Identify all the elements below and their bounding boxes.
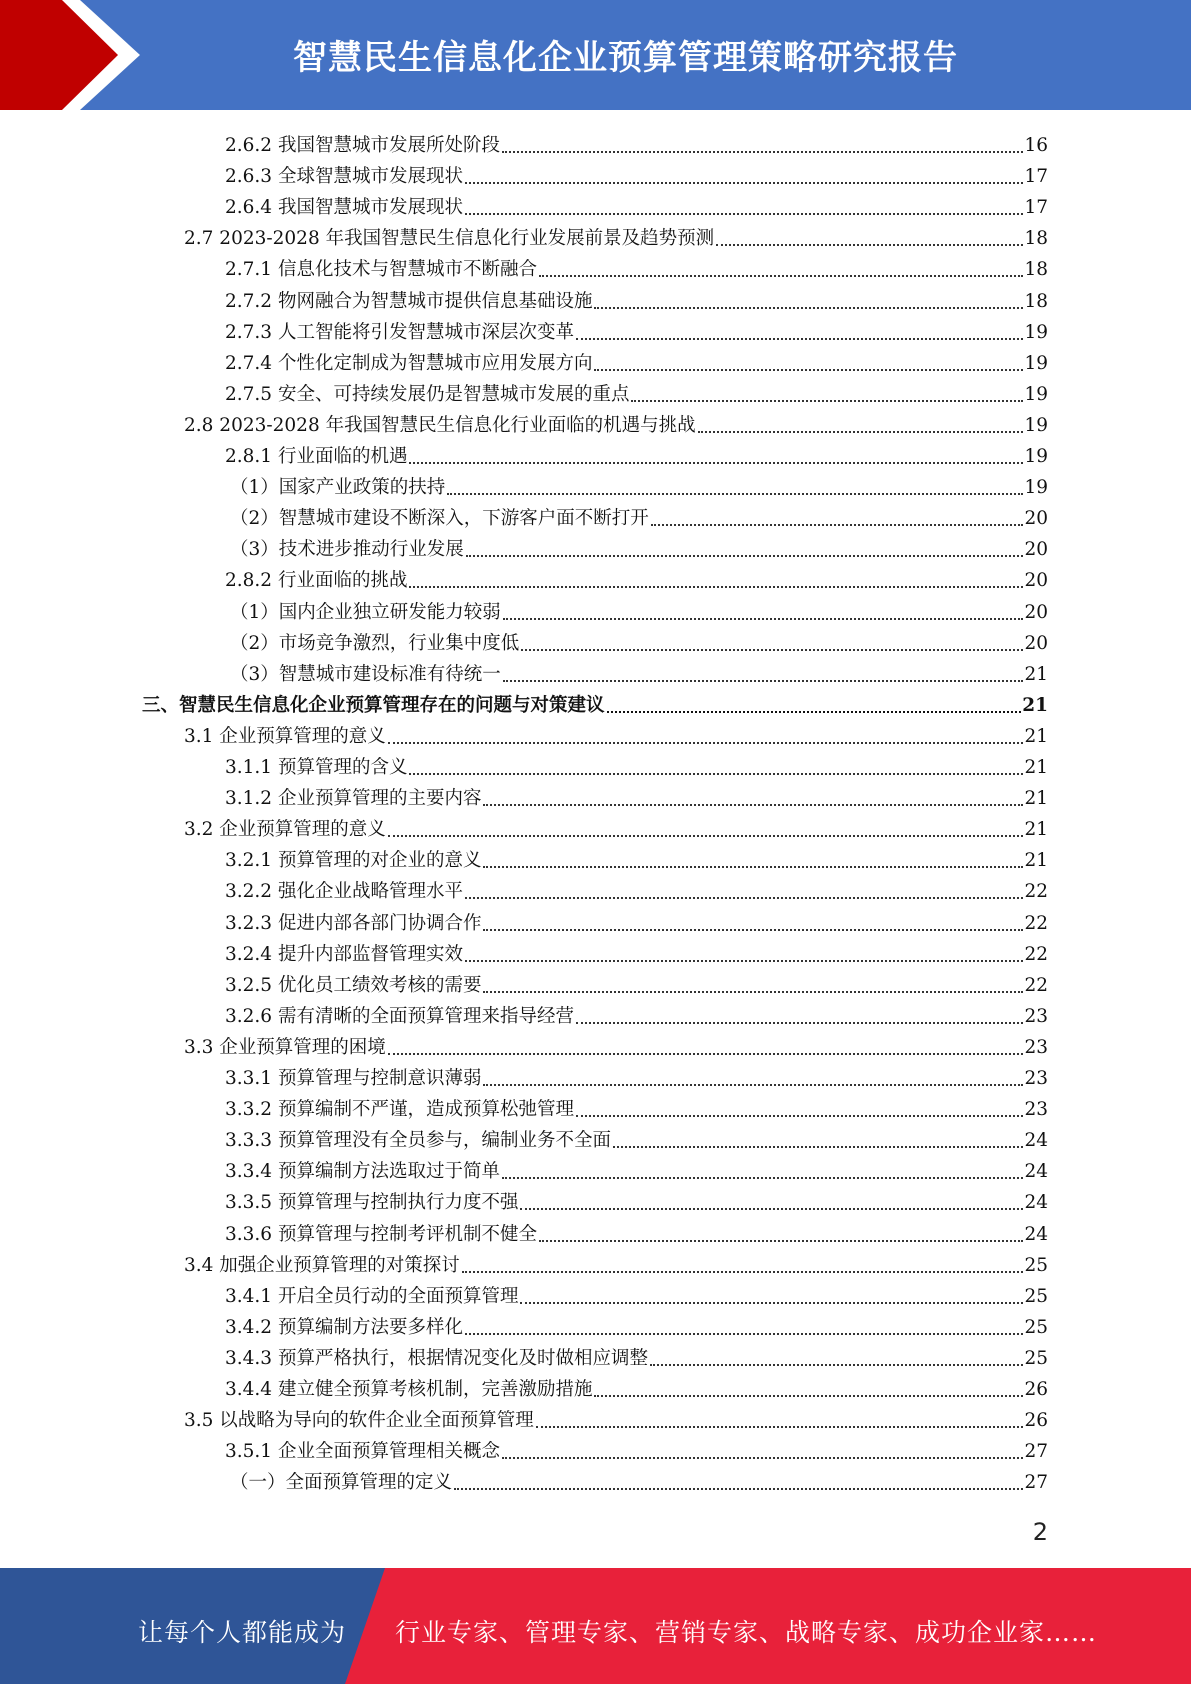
toc-entry-page: 19 xyxy=(1024,352,1048,374)
toc-entry-page: 20 xyxy=(1024,539,1048,561)
toc-entry-page: 25 xyxy=(1024,1316,1048,1338)
toc-entry-page: 17 xyxy=(1024,166,1048,188)
toc-entry[interactable] xyxy=(225,905,1048,936)
toc-entry-page: 22 xyxy=(1024,974,1048,996)
toc-entry-label: 3.2.6 需有清晰的全面预算管理来指导经营 xyxy=(225,1005,574,1027)
toc-leader-dots xyxy=(520,1302,1023,1304)
toc-leader-dots xyxy=(388,742,1024,744)
toc-leader-dots xyxy=(651,524,1024,526)
toc-leader-dots xyxy=(536,1426,1024,1428)
toc-entry-page: 19 xyxy=(1024,446,1048,467)
toc-entry[interactable] xyxy=(225,438,1048,469)
toc-entry-label: 3.3.2 预算编制不严谨，造成预算松弛管理 xyxy=(225,1099,574,1121)
toc-leader-dots xyxy=(607,711,1022,713)
toc-entry-page: 19 xyxy=(1024,477,1048,499)
toc-leader-dots xyxy=(716,244,1023,246)
toc-leader-dots xyxy=(483,991,1023,993)
toc-entry[interactable] xyxy=(225,1216,1048,1247)
toc-entry-label: （2）智慧城市建设不断深入，下游客户面不断打开 xyxy=(230,508,649,530)
toc-entry[interactable] xyxy=(225,1340,1048,1371)
toc-entry[interactable] xyxy=(225,1091,1048,1122)
toc-entry-page: 21 xyxy=(1024,663,1048,685)
toc-leader-dots xyxy=(613,1146,1023,1148)
toc-entry-label: 2.7.2 物网融合为智慧城市提供信息基础设施 xyxy=(225,290,593,312)
toc-entry-page: 21 xyxy=(1024,819,1048,841)
toc-entry-label: 3.3.4 预算编制方法选取过于简单 xyxy=(225,1161,500,1183)
toc-leader-dots xyxy=(465,960,1023,962)
toc-entry-label: 2.7.1 信息化技术与智慧城市不断融合 xyxy=(225,259,537,281)
toc-entry-label: 3.3.6 预算管理与控制考评机制不健全 xyxy=(225,1223,537,1245)
toc-entry-label: 2.7.3 人工智能将引发智慧城市深层次变革 xyxy=(225,321,574,343)
toc-leader-dots xyxy=(576,1022,1023,1024)
toc-entry-label: 3.4.1 开启全员行动的全面预算管理 xyxy=(225,1285,519,1307)
toc-leader-dots xyxy=(454,1488,1023,1490)
toc-leader-dots xyxy=(594,307,1023,309)
toc-entry[interactable] xyxy=(225,345,1048,376)
toc-entry-page: 18 xyxy=(1024,259,1048,281)
toc-leader-dots xyxy=(502,1457,1023,1459)
toc-entry-label: 3.4.3 预算严格执行，根据情况变化及时做相应调整 xyxy=(225,1347,648,1369)
toc-entry[interactable] xyxy=(225,376,1048,407)
toc-entry-page: 25 xyxy=(1024,1347,1048,1369)
toc-leader-dots xyxy=(465,213,1023,215)
toc-entry[interactable] xyxy=(225,562,1048,593)
toc-leader-dots xyxy=(388,1053,1024,1055)
toc-entry[interactable] xyxy=(225,1278,1048,1309)
toc-leader-dots xyxy=(576,338,1023,340)
toc-entry[interactable] xyxy=(184,407,1048,438)
toc-entry[interactable] xyxy=(225,780,1048,811)
footer-slogan-left: 让每个人都能成为 xyxy=(138,1618,347,1647)
toc-leader-dots xyxy=(503,680,1024,682)
toc-entry-label: （2）市场竞争激烈，行业集中度低 xyxy=(230,632,520,654)
toc-entry-page: 21 xyxy=(1022,694,1048,716)
toc-entry-page: 27 xyxy=(1024,1472,1048,1494)
toc-entry-page: 24 xyxy=(1024,1130,1048,1152)
toc-leader-dots xyxy=(447,493,1023,495)
toc-entry-label: 2.8.1 行业面临的机遇 xyxy=(225,446,408,467)
toc-entry-page: 16 xyxy=(1024,135,1048,156)
toc-leader-dots xyxy=(539,275,1023,277)
toc-leader-dots xyxy=(465,897,1023,899)
toc-entry[interactable] xyxy=(225,1153,1048,1184)
toc-entry-page: 19 xyxy=(1024,321,1048,343)
toc-entry-label: 3.2.3 促进内部各部门协调合作 xyxy=(225,912,482,934)
toc-leader-dots xyxy=(409,462,1023,464)
toc-entry-label: 3.3 企业预算管理的困境 xyxy=(184,1036,386,1058)
toc-leader-dots xyxy=(483,804,1023,806)
toc-entry-label: （1）国家产业政策的扶持 xyxy=(230,477,446,499)
toc-leader-dots xyxy=(483,929,1023,931)
toc-entry[interactable] xyxy=(225,998,1048,1029)
toc-entry-page: 20 xyxy=(1024,570,1048,592)
toc-entry-label: 2.7 2023-2028 年我国智慧民生信息化行业发展前景及趋势预测 xyxy=(184,228,715,250)
toc-entry[interactable] xyxy=(225,1433,1048,1464)
toc-entry-page: 19 xyxy=(1024,414,1048,436)
toc-leader-dots xyxy=(502,151,1023,153)
toc-entry[interactable] xyxy=(230,594,1048,625)
toc-entry-page: 23 xyxy=(1024,1068,1048,1089)
toc-entry[interactable] xyxy=(184,811,1048,842)
toc-entry[interactable] xyxy=(230,531,1048,562)
toc-entry-page: 26 xyxy=(1024,1410,1048,1432)
toc-leader-dots xyxy=(462,1271,1024,1273)
toc-leader-dots xyxy=(409,773,1023,775)
toc-entry-page: 24 xyxy=(1024,1192,1048,1214)
toc-entry-page: 22 xyxy=(1024,912,1048,934)
toc-entry[interactable] xyxy=(230,656,1048,687)
toc-entry-label: （3）智慧城市建设标准有待统一 xyxy=(230,663,501,685)
toc-entry[interactable] xyxy=(230,1464,1048,1495)
toc-entry-page: 18 xyxy=(1024,290,1048,312)
toc-entry[interactable] xyxy=(225,1184,1048,1215)
toc-entry-label: 3.2.2 强化企业战略管理水平 xyxy=(225,881,463,903)
toc-entry-page: 24 xyxy=(1024,1161,1048,1183)
toc-entry-label: （一）全面预算管理的定义 xyxy=(230,1472,453,1494)
toc-leader-dots xyxy=(576,1115,1023,1117)
toc-entry-page: 23 xyxy=(1024,1036,1048,1058)
toc-entry[interactable] xyxy=(142,687,1048,718)
toc-entry[interactable] xyxy=(225,873,1048,904)
toc-leader-dots xyxy=(521,649,1023,651)
toc-entry-label: 3.2 企业预算管理的意义 xyxy=(184,819,386,841)
toc-entry-label: 2.6.4 我国智慧城市发展现状 xyxy=(225,197,463,219)
toc-entry-label: 2.8 2023-2028 年我国智慧民生信息化行业面临的机遇与挑战 xyxy=(184,414,696,436)
toc-entry-label: 3.2.4 提升内部监督管理实效 xyxy=(225,943,463,965)
toc-leader-dots xyxy=(465,1333,1023,1335)
toc-entry-page: 27 xyxy=(1024,1441,1048,1463)
toc-leader-dots xyxy=(503,618,1024,620)
toc-leader-dots xyxy=(388,835,1024,837)
toc-entry-label: 3.5.1 企业全面预算管理相关概念 xyxy=(225,1441,500,1463)
toc-entry-page: 22 xyxy=(1024,881,1048,903)
toc-entry-label: 3.2.1 预算管理的对企业的意义 xyxy=(225,850,482,872)
toc-leader-dots xyxy=(483,866,1023,868)
toc-entry[interactable] xyxy=(225,251,1048,282)
toc-entry[interactable] xyxy=(230,500,1048,531)
toc-entry[interactable] xyxy=(225,1309,1048,1340)
toc-entry-page: 17 xyxy=(1024,197,1048,219)
toc-entry-page: 25 xyxy=(1024,1254,1048,1276)
toc-entry[interactable] xyxy=(230,625,1048,656)
toc-entry-label: （3）技术进步推动行业发展 xyxy=(230,539,464,561)
toc-entry-label: 2.7.4 个性化定制成为智慧城市应用发展方向 xyxy=(225,352,593,374)
toc-entry-page: 25 xyxy=(1024,1285,1048,1307)
toc-entry[interactable] xyxy=(230,469,1048,500)
toc-entry-label: 3.4.2 预算编制方法要多样化 xyxy=(225,1316,463,1338)
toc-leader-dots xyxy=(539,1240,1023,1242)
toc-entry-label: 2.6.2 我国智慧城市发展所处阶段 xyxy=(225,135,500,156)
toc-entry-page: 19 xyxy=(1024,383,1048,405)
toc-entry-label: 3.3.3 预算管理没有全员参与，编制业务不全面 xyxy=(225,1130,611,1152)
toc-leader-dots xyxy=(594,1395,1023,1397)
toc-entry-page: 24 xyxy=(1024,1223,1048,1245)
toc-entry-label: 3.5 以战略为导向的软件企业全面预算管理 xyxy=(184,1410,534,1432)
toc-entry-page: 21 xyxy=(1024,757,1048,778)
toc-entry-page: 18 xyxy=(1024,228,1048,250)
toc-entry[interactable] xyxy=(225,1371,1048,1402)
toc-entry-page: 26 xyxy=(1024,1379,1048,1400)
toc-entry[interactable] xyxy=(184,718,1048,749)
toc-leader-dots xyxy=(502,1177,1023,1179)
toc-entry[interactable] xyxy=(225,842,1048,873)
toc-entry-label: 3.2.5 优化员工绩效考核的需要 xyxy=(225,974,482,996)
toc-leader-dots xyxy=(650,1364,1023,1366)
page-footer xyxy=(0,1568,1191,1684)
toc-entry-page: 20 xyxy=(1024,601,1048,623)
toc-entry-label: 3.1.2 企业预算管理的主要内容 xyxy=(225,788,482,810)
toc-entry-label: 2.6.3 全球智慧城市发展现状 xyxy=(225,166,463,188)
toc-entry[interactable] xyxy=(225,936,1048,967)
toc-entry[interactable] xyxy=(225,283,1048,314)
toc-entry-label: 3.1.1 预算管理的含义 xyxy=(225,757,408,778)
toc-entry-label: 2.8.2 行业面临的挑战 xyxy=(225,570,408,592)
toc-entry-label: 3.1 企业预算管理的意义 xyxy=(184,725,386,747)
toc-leader-dots xyxy=(465,182,1023,184)
toc-leader-dots xyxy=(698,431,1024,433)
toc-entry-label: 3.4.4 建立健全预算考核机制，完善激励措施 xyxy=(225,1379,593,1400)
toc-entry-page: 22 xyxy=(1024,943,1048,965)
toc-entry-page: 23 xyxy=(1024,1005,1048,1027)
toc-entry-label: 3.4 加强企业预算管理的对策探讨 xyxy=(184,1254,460,1276)
page-header xyxy=(0,0,1191,110)
toc-entry-page: 21 xyxy=(1024,850,1048,872)
toc-entry-page: 23 xyxy=(1024,1099,1048,1121)
toc-entry[interactable] xyxy=(184,220,1048,251)
toc-leader-dots xyxy=(409,586,1023,588)
toc-leader-dots xyxy=(594,369,1023,371)
toc-entry-page: 21 xyxy=(1024,725,1048,747)
report-title: 智慧民生信息化企业预算管理策略研究报告 xyxy=(293,38,958,78)
toc-entry[interactable] xyxy=(225,158,1048,189)
toc-entry[interactable] xyxy=(225,1122,1048,1153)
footer-slogan-right: 行业专家、管理专家、营销专家、战略专家、成功企业家…… xyxy=(395,1618,1098,1647)
toc-entry[interactable] xyxy=(225,749,1048,780)
toc-entry-label: 3.3.1 预算管理与控制意识薄弱 xyxy=(225,1068,482,1089)
toc-entry-page: 20 xyxy=(1024,632,1048,654)
toc-leader-dots xyxy=(520,1208,1023,1210)
toc-entry-label: （1）国内企业独立研发能力较弱 xyxy=(230,601,501,623)
toc-entry[interactable] xyxy=(184,1029,1048,1060)
toc-entry[interactable] xyxy=(225,127,1048,158)
toc-entry[interactable] xyxy=(184,1402,1048,1433)
toc-entry-page: 21 xyxy=(1024,788,1048,810)
toc-entry[interactable] xyxy=(225,1060,1048,1091)
page-number: 2 xyxy=(1032,1518,1048,1546)
toc-entry[interactable] xyxy=(225,314,1048,345)
toc-leader-dots xyxy=(483,1084,1023,1086)
toc-entry-label: 3.3.5 预算管理与控制执行力度不强 xyxy=(225,1192,519,1214)
toc-leader-dots xyxy=(631,400,1023,402)
toc-entry-label: 三、智慧民生信息化企业预算管理存在的问题与对策建议 xyxy=(142,694,605,716)
toc-entry[interactable] xyxy=(184,1247,1048,1278)
toc-entry-page: 20 xyxy=(1024,508,1048,530)
toc-leader-dots xyxy=(466,555,1024,557)
toc-entry-label: 2.7.5 安全、可持续发展仍是智慧城市发展的重点 xyxy=(225,383,630,405)
toc-entry[interactable] xyxy=(225,189,1048,220)
toc-entry[interactable] xyxy=(225,967,1048,998)
